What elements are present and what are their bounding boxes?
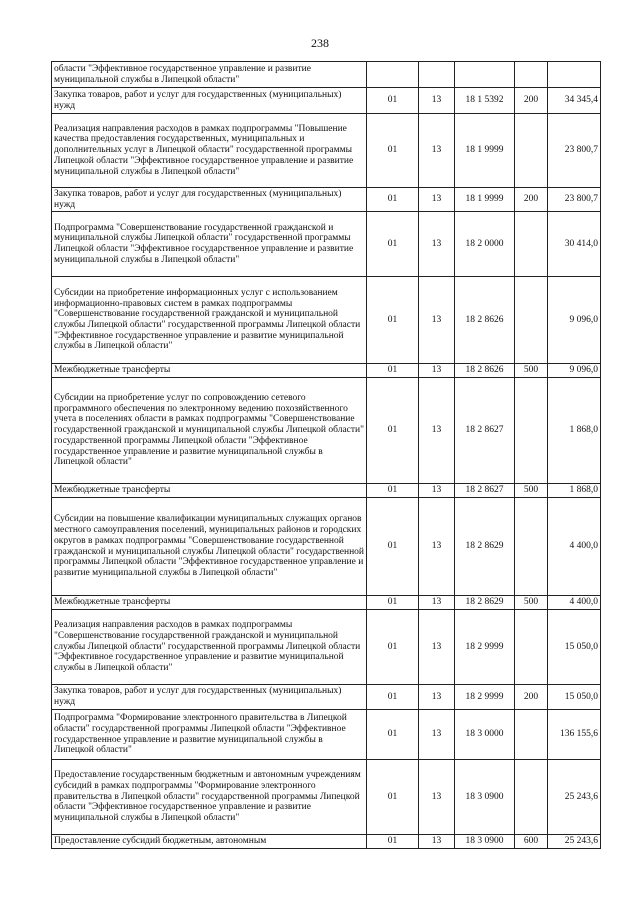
section-code-cell: 01: [367, 364, 419, 378]
target-article-cell: 18 1 9999: [455, 114, 515, 188]
expense-name-cell: Реализация направления расходов в рамках подпрограммы "Совершенствование государственной гражданской и муниципальной службы Липецкой области" государственной программы Липецкой области "Эффективное государственное управление и развитие муниципальной службы в Липецкой области": [52, 610, 367, 685]
section-code-cell: 01: [367, 378, 419, 484]
expense-name-cell: Межбюджетные трансферты: [52, 484, 367, 498]
amount-cell: 34 345,4: [548, 88, 601, 114]
amount-cell: 15 050,0: [548, 610, 601, 685]
amount-cell: 1 868,0: [548, 378, 601, 484]
expense-type-cell: [515, 710, 548, 760]
expense-name-cell: области "Эффективное государственное управление и развитие муниципальной службы в Липецкой области": [52, 62, 367, 88]
section-code-cell: 01: [367, 498, 419, 596]
table-row: [52, 364, 601, 378]
amount-cell: 15 050,0: [548, 685, 601, 710]
page-number: 238: [311, 36, 329, 50]
table-row: [52, 484, 601, 498]
subsection-code-cell: 13: [419, 88, 455, 114]
amount-cell: 23 800,7: [548, 188, 601, 212]
table-row: [52, 760, 601, 835]
expense-type-cell: [515, 610, 548, 685]
target-article-cell: 18 3 0900: [455, 835, 515, 849]
target-article-cell: 18 2 8627: [455, 378, 515, 484]
expense-name-cell: Субсидии на приобретение услуг по сопровождению сетевого программного обеспечения по электронному ведению похозяйственного учета в поселениях области в рамках подпрограммы "Совершенствование государственной гражданской и муниципальной службы Липецкой области" государственной программы Липецкой области "Эффективное государственное управление и развитие муниципальной службы в Липецкой области": [52, 378, 367, 484]
table-row: [52, 212, 601, 277]
section-code-cell: 01: [367, 685, 419, 710]
expense-name-cell: Субсидии на приобретение информационных услуг с использованием информационно-правовых систем в рамках подпрограммы "Совершенствование государственной гражданской и муниципальной службы Липецкой области" государственной программы Липецкой области "Эффективное государственное управление и развитие муниципальной службы в Липецкой области": [52, 277, 367, 364]
target-article-cell: 18 2 8629: [455, 596, 515, 610]
amount-cell: 23 800,7: [548, 114, 601, 188]
amount-cell: 4 400,0: [548, 596, 601, 610]
subsection-code-cell: 13: [419, 484, 455, 498]
target-article-cell: 18 2 8629: [455, 498, 515, 596]
target-article-cell: 18 2 9999: [455, 610, 515, 685]
subsection-code-cell: 13: [419, 212, 455, 277]
expense-name-cell: Предоставление государственным бюджетным и автономным учреждениям субсидий в рамках подпрограммы "Формирование электронного правительства в Липецкой области" государственной программы Липецкой области "Эффективное государственное управление и развитие муниципальной службы в Липецкой области": [52, 760, 367, 835]
amount-cell: 1 868,0: [548, 484, 601, 498]
target-article-cell: 18 2 8626: [455, 364, 515, 378]
expense-name-cell: Подпрограмма "Совершенствование государственной гражданской и муниципальной службы Липецкой области" государственной программы Липецкой области "Эффективное государственное управление и развитие муниципальной службы в Липецкой области": [52, 212, 367, 277]
expense-type-cell: 200: [515, 685, 548, 710]
amount-cell: 4 400,0: [548, 498, 601, 596]
expense-type-cell: [515, 277, 548, 364]
subsection-code-cell: 13: [419, 378, 455, 484]
expense-name-cell: Реализация направления расходов в рамках подпрограммы "Повышение качества предоставления государственных, муниципальных и дополнительных услуг в Липецкой области" государственной программы Липецкой области "Эффективное государственное управление и развитие муниципальной службы в Липецкой области": [52, 114, 367, 188]
expense-name-cell: Закупка товаров, работ и услуг для государственных (муниципальных) нужд: [52, 88, 367, 114]
amount-cell: 9 096,0: [548, 364, 601, 378]
subsection-code-cell: 13: [419, 277, 455, 364]
expense-type-cell: [515, 114, 548, 188]
expense-name-cell: Подпрограмма "Формирование электронного правительства в Липецкой области" государственной программы Липецкой области "Эффективное государственное управление и развитие муниципальной службы в Липецкой области": [52, 710, 367, 760]
expense-name-cell: Межбюджетные трансферты: [52, 596, 367, 610]
table-row: [52, 685, 601, 710]
target-article-cell: 18 2 8626: [455, 277, 515, 364]
section-code-cell: 01: [367, 835, 419, 849]
expense-type-cell: 600: [515, 835, 548, 849]
subsection-code-cell: 13: [419, 835, 455, 849]
expense-type-cell: [515, 378, 548, 484]
expense-type-cell: 500: [515, 596, 548, 610]
section-code-cell: 01: [367, 114, 419, 188]
expense-name-cell: Закупка товаров, работ и услуг для государственных (муниципальных) нужд: [52, 188, 367, 212]
section-code-cell: 01: [367, 212, 419, 277]
expense-name-cell: Закупка товаров, работ и услуг для государственных (муниципальных) нужд: [52, 685, 367, 710]
section-code-cell: 01: [367, 710, 419, 760]
subsection-code-cell: 13: [419, 760, 455, 835]
subsection-code-cell: 13: [419, 114, 455, 188]
table-row: [52, 378, 601, 484]
amount-cell: [548, 62, 601, 88]
subsection-code-cell: 13: [419, 710, 455, 760]
amount-cell: 9 096,0: [548, 277, 601, 364]
expense-type-cell: [515, 760, 548, 835]
table-row: [52, 277, 601, 364]
expense-type-cell: [515, 62, 548, 88]
expense-type-cell: [515, 212, 548, 277]
amount-cell: 25 243,6: [548, 835, 601, 849]
expense-name-cell: Межбюджетные трансферты: [52, 364, 367, 378]
table-row: [52, 188, 601, 212]
subsection-code-cell: [419, 62, 455, 88]
section-code-cell: 01: [367, 610, 419, 685]
expense-type-cell: 200: [515, 88, 548, 114]
table-row: [52, 114, 601, 188]
subsection-code-cell: 13: [419, 610, 455, 685]
amount-cell: 136 155,6: [548, 710, 601, 760]
subsection-code-cell: 13: [419, 685, 455, 710]
table-row: [52, 62, 601, 88]
target-article-cell: 18 3 0000: [455, 710, 515, 760]
table-row: [52, 88, 601, 114]
table-row: [52, 498, 601, 596]
expense-type-cell: 500: [515, 484, 548, 498]
target-article-cell: 18 2 8627: [455, 484, 515, 498]
table-row: [52, 596, 601, 610]
subsection-code-cell: 13: [419, 596, 455, 610]
target-article-cell: 18 1 9999: [455, 188, 515, 212]
table-row: [52, 610, 601, 685]
subsection-code-cell: 13: [419, 498, 455, 596]
expense-type-cell: [515, 498, 548, 596]
section-code-cell: 01: [367, 277, 419, 364]
target-article-cell: [455, 62, 515, 88]
expense-name-cell: Предоставление субсидий бюджетным, автономным: [52, 835, 367, 849]
target-article-cell: 18 2 9999: [455, 685, 515, 710]
amount-cell: 25 243,6: [548, 760, 601, 835]
section-code-cell: 01: [367, 188, 419, 212]
section-code-cell: 01: [367, 484, 419, 498]
section-code-cell: 01: [367, 760, 419, 835]
expense-type-cell: 200: [515, 188, 548, 212]
table-row: [52, 835, 601, 849]
amount-cell: 30 414,0: [548, 212, 601, 277]
expense-name-cell: Субсидии на повышение квалификации муниципальных служащих органов местного самоуправления поселений, муниципальных районов и городских округов в рамках подпрограммы "Совершенствование государственной гражданской и муниципальной службы Липецкой области" государственной программы Липецкой области "Эффективное государственное управление и развитие муниципальной службы в Липецкой области": [52, 498, 367, 596]
subsection-code-cell: 13: [419, 364, 455, 378]
budget-table: [51, 61, 601, 849]
budget-table-body: [52, 62, 601, 849]
table-row: [52, 710, 601, 760]
section-code-cell: 01: [367, 596, 419, 610]
target-article-cell: 18 1 5392: [455, 88, 515, 114]
section-code-cell: 01: [367, 88, 419, 114]
subsection-code-cell: 13: [419, 188, 455, 212]
expense-type-cell: 500: [515, 364, 548, 378]
target-article-cell: 18 2 0000: [455, 212, 515, 277]
section-code-cell: [367, 62, 419, 88]
target-article-cell: 18 3 0900: [455, 760, 515, 835]
